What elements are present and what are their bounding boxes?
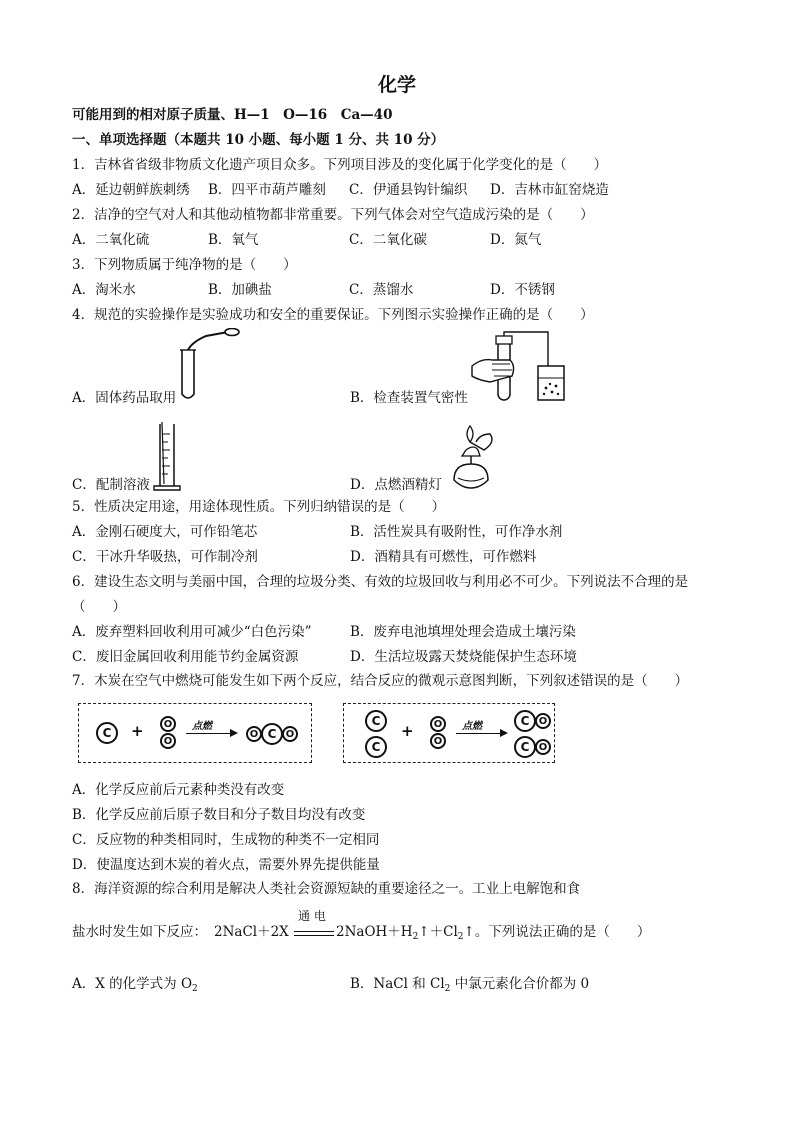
reaction-arrow [456, 733, 506, 734]
equation-left: 2NaCl＋2X [214, 924, 289, 940]
q7-stem: 7．木炭在空气中燃烧可能发生如下两个反应，结合反应的微观示意图判断，下列叙述错误的是（ ） [72, 673, 689, 689]
q8-option-b: B．NaCl 和 $Cl_2$ 中氯元素化合价都为 0 [350, 976, 590, 994]
q6-stem: 6．建设生态文明与美丽中国，合理的垃圾分类、有效的垃圾回收与利用必不可少。下列说法不合理的是 [72, 574, 689, 590]
q8-stem-prefix: 盐水时发生如下反应： [72, 924, 207, 940]
q2-option-c: C．二氧化碳 [349, 232, 427, 248]
carbon-atom: C [261, 723, 283, 745]
carbon-atom: C [514, 736, 536, 758]
oxygen-atom: O [160, 716, 176, 732]
q4-stem: 4．规范的实验操作是实验成功和安全的重要保证。下列图示实验操作正确的是（ ） [72, 307, 594, 323]
q8-option-a: A．X 的化学式为 $O_2$ [72, 976, 198, 994]
q3-option-a: A．淘米水 [72, 282, 136, 298]
q6-option-b: B．废弃电池填埋处理会造成土壤污染 [350, 624, 576, 640]
q7-option-b: B．化学反应前后原子数目和分子数目均没有改变 [72, 807, 366, 823]
q3-option-d: D．不锈钢 [490, 282, 555, 298]
airtightness-figure [470, 330, 580, 410]
arrow-label: 点燃 [192, 721, 212, 732]
q6-option-c: C．废旧金属回收利用能节约金属资源 [72, 649, 299, 665]
page-title: 化学 [377, 74, 416, 96]
plus-sign: + [401, 722, 414, 740]
atomic-masses: 可能用到的相对原子质量、H—1 O—16 Ca—40 [72, 107, 393, 123]
q4-option-d: D．点燃酒精灯 [350, 477, 442, 493]
q2-option-a: A．二氧化硫 [72, 232, 150, 248]
q6-option-d: D．生活垃圾露天焚烧能保护生态环境 [350, 649, 577, 665]
q6-stem-bracket: （ ） [72, 599, 126, 615]
q6-option-a: A．废弃塑料回收利用可减少“白色污染” [72, 624, 312, 640]
q3-stem: 3．下列物质属于纯净物的是（ ） [72, 257, 297, 273]
q1-option-a: A．延边朝鲜族刺绣 [72, 182, 190, 198]
measuring-cylinder-figure [150, 420, 190, 494]
q2-option-b: B．氧气 [208, 232, 259, 248]
reaction-arrow [186, 733, 236, 734]
q5-option-d: D．酒精具有可燃性，可作燃料 [350, 549, 537, 565]
q3-option-b: B．加碘盐 [208, 282, 272, 298]
arrow-label: 点燃 [462, 721, 482, 732]
equation-equals [294, 931, 334, 936]
q1-option-c: C．伊通县钩针编织 [349, 182, 468, 198]
oxygen-atom: O [430, 733, 446, 749]
q5-option-c: C．干冰升华吸热，可作制冷剂 [72, 549, 258, 565]
alcohol-lamp-figure [440, 420, 510, 494]
q2-option-d: D．氮气 [490, 232, 542, 248]
q5-stem: 5．性质决定用途，用途体现性质。下列归纳错误的是（ ） [72, 499, 446, 515]
q7-option-a: A．化学反应前后元素种类没有改变 [72, 782, 285, 798]
carbon-atom: C [514, 710, 536, 732]
q2-stem: 2．洁净的空气对人和其他动植物都非常重要。下列气体会对空气造成污染的是（ ） [72, 207, 594, 223]
q5-option-b: B．活性炭具有吸附性，可作净水剂 [350, 524, 563, 540]
carbon-atom: C [96, 722, 118, 744]
spoon-test-tube-figure [176, 328, 246, 402]
equation-condition: 通 电 [298, 909, 326, 923]
carbon-atom: C [365, 710, 387, 732]
carbon-atom: C [365, 736, 387, 758]
oxygen-atom: O [535, 713, 551, 729]
q1-option-d: D．吉林市缸窑烧造 [490, 182, 609, 198]
oxygen-atom: O [430, 716, 446, 732]
q8-stem: 8．海洋资源的综合利用是解决人类社会资源短缺的重要途径之一。工业上电解饱和食 [72, 881, 581, 897]
q4-option-b: B．检查装置气密性 [350, 390, 468, 406]
q7-option-c: C．反应物的种类相同时，生成物的种类不一定相同 [72, 832, 380, 848]
equation-right: $2NaOH+H_2↑+Cl_2↑$。下列说法正确的是（ ） [336, 924, 651, 942]
q5-option-a: A．金刚石硬度大，可作铅笔芯 [72, 524, 258, 540]
q4-option-c: C．配制溶液 [72, 477, 150, 493]
q7-option-d: D．使温度达到木炭的着火点，需要外界先提供能量 [72, 857, 380, 873]
oxygen-atom: O [282, 726, 298, 742]
plus-sign: + [131, 722, 144, 740]
section-heading: 一、单项选择题（本题共 10 小题、每小题 1 分、共 10 分） [72, 132, 445, 148]
q3-option-c: C．蒸馏水 [349, 282, 414, 298]
q1-stem: 1．吉林省省级非物质文化遗产项目众多。下列项目涉及的变化属于化学变化的是（ ） [72, 157, 608, 173]
q4-option-a: A．固体药品取用 [72, 390, 177, 406]
oxygen-atom: O [535, 739, 551, 755]
oxygen-atom: O [246, 726, 262, 742]
oxygen-atom: O [160, 733, 176, 749]
q1-option-b: B．四平市葫芦雕刻 [208, 182, 326, 198]
